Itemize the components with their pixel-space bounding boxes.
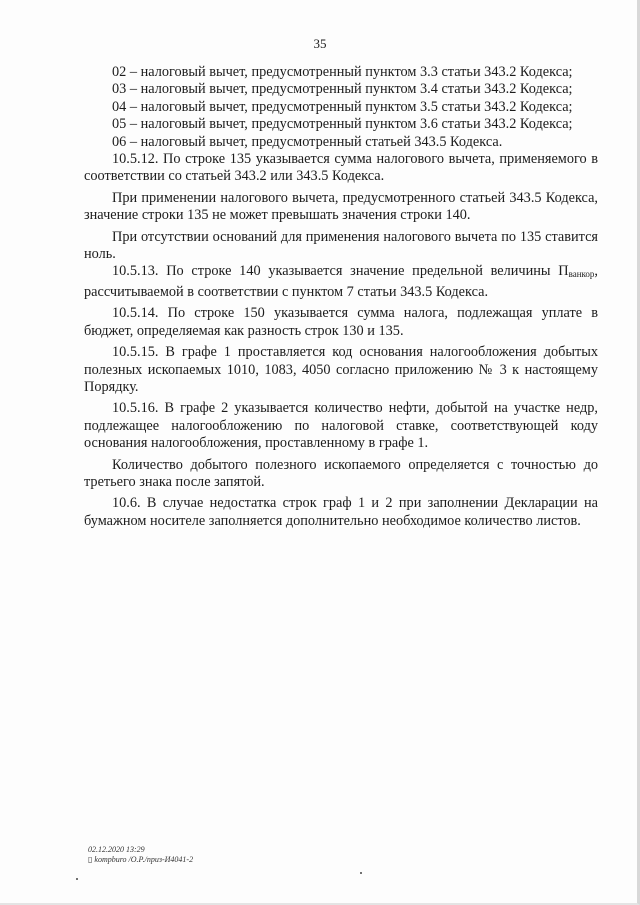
scan-speck: [360, 872, 362, 874]
p4-text-after: , рассчитываемой в соответствии с пунктом 7 статьи 343.5 Кодекса.: [84, 263, 598, 300]
paragraph-precision: Количество добытого полезного ископаемого определяется с точностью до третьего знака после запятой.: [84, 456, 598, 490]
paragraph-zero-rule: При отсутствии оснований для применения налогового вычета по 135 ставится ноль.: [84, 228, 598, 263]
file-icon: ▯: [88, 855, 95, 864]
deduction-code-06: 06 – налоговый вычет, предусмотренный статьей 343.5 Кодекса.: [112, 133, 503, 150]
paragraph-10-5-16: 10.5.16. В графе 2 указывается количество нефти, добытой на участке недр, подлежащее налогообложению по налоговой ставке, соответствующей коду основания налогообложения, проставленному в графе 1.: [84, 400, 598, 452]
paragraph-10-6: 10.6. В случае недостатка строк граф 1 и 2 при заполнении Декларации на бумажном носителе заполняется дополнительно необходимое количество листов.: [84, 495, 598, 529]
deduction-code-04: 04 – налоговый вычет, предусмотренный пунктом 3.5 статьи 343.2 Кодекса;: [112, 98, 573, 115]
paragraph-line-135-limit: При применении налогового вычета, предусмотренного статьей 343.5 Кодекса, значение строки 135 не может превышать значения строки 140.: [84, 189, 598, 224]
footer-file-text: kompburo /О.Р./приз-И4041-2: [94, 855, 194, 864]
deduction-code-05: 05 – налоговый вычет, предусмотренный пунктом 3.6 статьи 343.2 Кодекса;: [112, 116, 573, 133]
footer-stamp: [88, 845, 193, 865]
p4-text-before: 10.5.13. По строке 140 указывается значение предельной величины П: [112, 263, 569, 280]
scan-speck: [76, 878, 78, 880]
deduction-code-02: 02 – налоговый вычет, предусмотренный пунктом 3.3 статьи 343.2 Кодекса;: [112, 64, 573, 80]
paragraph-10-5-12: 10.5.12. По строке 135 указывается сумма налогового вычета, применяемого в соответствии со статьей 343.2 или 343.5 Кодекса.: [84, 151, 598, 185]
p4-subscript: ванкор: [568, 269, 595, 280]
paragraph-10-5-15: 10.5.15. В графе 1 проставляется код основания налогообложения добытых полезных ископаемых 1010, 1083, 4050 согласно приложению № 3 к настоящему Порядку.: [84, 344, 598, 395]
footer-file: [88, 855, 193, 865]
document-body: [84, 64, 598, 530]
page-number: 35: [313, 36, 327, 51]
paragraph-10-5-14: 10.5.14. По строке 150 указывается сумма налога, подлежащая уплате в бюджет, определяемая как разность строк 130 и 135.: [84, 305, 598, 339]
paragraph-10-5-13: [84, 263, 598, 301]
deduction-code-03: 03 – налоговый вычет, предусмотренный пунктом 3.4 статьи 343.2 Кодекса;: [112, 81, 573, 98]
footer-date: 02.12.2020 13:29: [88, 845, 145, 854]
